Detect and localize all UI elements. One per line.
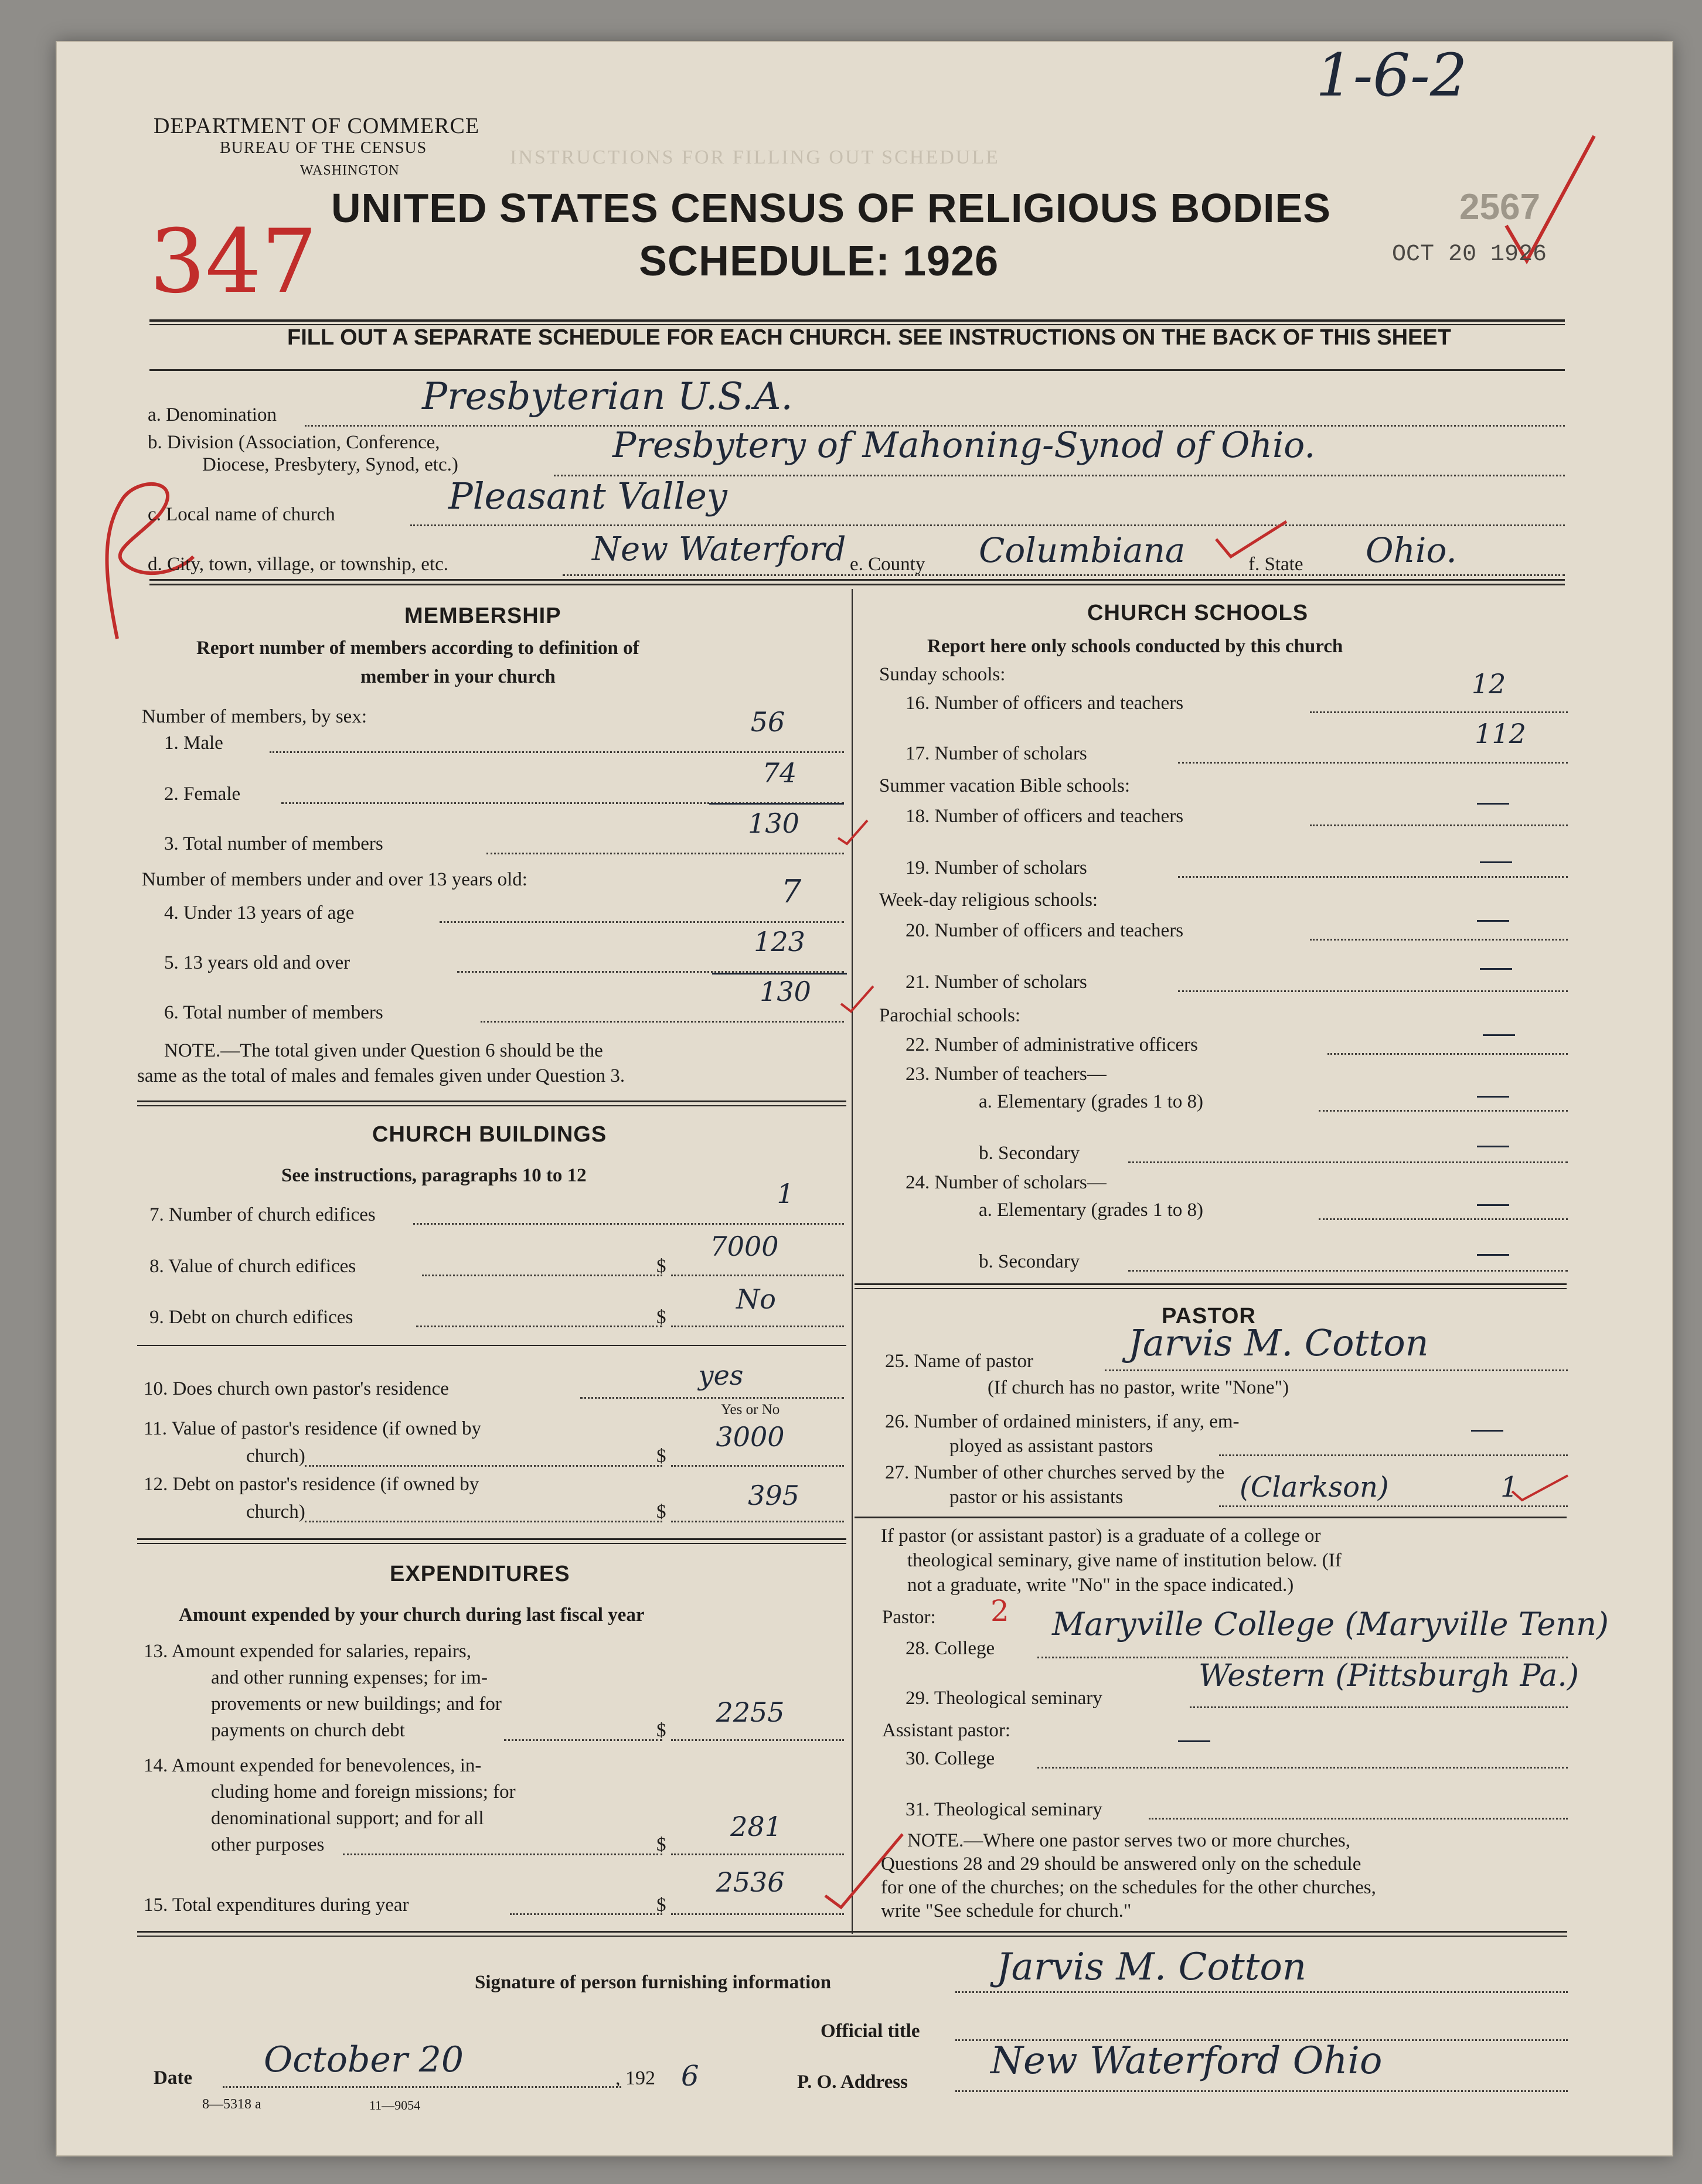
local-name-value: Pleasant Valley bbox=[448, 475, 727, 517]
q13-line: provements or new buildings; and for bbox=[211, 1694, 502, 1715]
signature-label: Signature of person furnishing information bbox=[475, 1972, 832, 1993]
q1-value: 56 bbox=[750, 706, 785, 738]
q8-dollar: $ bbox=[656, 1256, 666, 1277]
q27-value: 1 bbox=[1500, 1471, 1519, 1504]
q23a-label: a. Elementary (grades 1 to 8) bbox=[979, 1091, 1204, 1112]
q19-label: 19. Number of scholars bbox=[906, 857, 1087, 878]
year-digit: 6 bbox=[681, 2060, 699, 2093]
red-checkmark-icon bbox=[835, 815, 870, 850]
rule bbox=[137, 1345, 846, 1346]
column-divider bbox=[852, 589, 853, 1934]
rule bbox=[149, 319, 1565, 322]
q18-label: 18. Number of officers and teachers bbox=[906, 806, 1184, 827]
membership-note-1: NOTE.—The total given under Question 6 should be the bbox=[164, 1040, 603, 1061]
dotted-leader bbox=[580, 1397, 844, 1399]
po-address-line bbox=[955, 2090, 1568, 2092]
assistant-pastor-label: Assistant pastor: bbox=[882, 1720, 1011, 1741]
q26-label-1: 26. Number of ordained ministers, if any, em- bbox=[885, 1411, 1240, 1432]
rule bbox=[137, 1936, 1567, 1937]
q18-dash bbox=[1477, 803, 1509, 805]
schedule-title: SCHEDULE: 1926 bbox=[639, 238, 999, 285]
q12-value: 395 bbox=[748, 1480, 799, 1511]
red-checkmark-icon bbox=[1509, 1471, 1574, 1506]
q17-label: 17. Number of scholars bbox=[906, 743, 1087, 764]
q15-label: 15. Total expenditures during year bbox=[144, 1895, 409, 1916]
dotted-leader bbox=[671, 1275, 844, 1276]
dotted-leader bbox=[1319, 1110, 1568, 1112]
dotted-leader bbox=[1310, 711, 1568, 713]
pastor-note-4: write "See schedule for church." bbox=[881, 1900, 1132, 1921]
q16-value: 12 bbox=[1471, 668, 1506, 700]
sum-line bbox=[709, 803, 844, 805]
rule bbox=[137, 1931, 1567, 1933]
q14-line: denominational support; and for all bbox=[211, 1808, 484, 1829]
q15-value: 2536 bbox=[716, 1866, 785, 1898]
q25-label: 25. Name of pastor bbox=[885, 1351, 1033, 1372]
graduate-note-3: not a graduate, write "No" in the space indicated.) bbox=[907, 1575, 1294, 1596]
graduate-note-1: If pastor (or assistant pastor) is a graduate of a college or bbox=[881, 1525, 1321, 1546]
membership-sub-2: member in your church bbox=[360, 666, 556, 687]
q27-label-1: 27. Number of other churches served by the bbox=[885, 1462, 1225, 1483]
q24a-dash bbox=[1477, 1204, 1509, 1206]
buildings-sub: See instructions, paragraphs 10 to 12 bbox=[281, 1165, 587, 1186]
date-label: Date bbox=[154, 2067, 192, 2088]
q8-value: 7000 bbox=[710, 1231, 779, 1262]
dotted-leader bbox=[671, 1853, 844, 1855]
under-over-label: Number of members under and over 13 years old: bbox=[142, 869, 527, 890]
sum-line bbox=[712, 973, 847, 975]
denomination-value: Presbyterian U.S.A. bbox=[422, 375, 793, 418]
official-title-label: Official title bbox=[821, 2021, 920, 2042]
q25-value: Jarvis M. Cotton bbox=[1128, 1321, 1429, 1364]
bureau-city: WASHINGTON bbox=[300, 163, 400, 178]
city-label: d. City, town, village, or township, etc. bbox=[148, 554, 448, 575]
dotted-leader bbox=[305, 1521, 662, 1522]
bureau-name: BUREAU OF THE CENSUS bbox=[220, 139, 427, 157]
rule bbox=[855, 1283, 1567, 1285]
q22-label: 22. Number of administrative officers bbox=[906, 1034, 1198, 1055]
dotted-leader bbox=[1310, 939, 1568, 941]
stamp-number: 2567 bbox=[1459, 187, 1540, 227]
received-date-stamp: OCT 20 1926 bbox=[1392, 241, 1547, 268]
q24b-label: b. Secondary bbox=[979, 1251, 1080, 1272]
dotted-leader bbox=[504, 1739, 662, 1741]
q14-line: 14. Amount expended for benevolences, in- bbox=[144, 1755, 482, 1776]
red-checkmark-icon bbox=[838, 977, 879, 1018]
state-value: Ohio. bbox=[1366, 530, 1457, 570]
q26-label-2: ployed as assistant pastors bbox=[949, 1436, 1153, 1457]
expenditures-sub: Amount expended by your church during last fiscal year bbox=[179, 1604, 645, 1626]
rule bbox=[137, 1543, 846, 1544]
church-schools-sub: Report here only schools conducted by this church bbox=[927, 636, 1343, 657]
q13-line: 13. Amount expended for salaries, repairs, bbox=[144, 1641, 472, 1662]
red-file-number: 347 bbox=[149, 211, 318, 313]
dotted-leader bbox=[1178, 762, 1568, 764]
q24b-dash bbox=[1477, 1254, 1509, 1256]
dotted-leader bbox=[1149, 1818, 1568, 1820]
rule bbox=[855, 1288, 1567, 1289]
graduate-note-2: theological seminary, give name of institution below. (If bbox=[907, 1550, 1342, 1571]
q3-value: 130 bbox=[748, 807, 799, 839]
po-address-value: New Waterford Ohio bbox=[990, 2039, 1383, 2083]
q7-label: 7. Number of church edifices bbox=[149, 1204, 376, 1225]
city-value: New Waterford bbox=[592, 530, 846, 568]
year-prefix: , 192 bbox=[615, 2067, 655, 2089]
q14-line: other purposes bbox=[211, 1834, 325, 1855]
dotted-leader bbox=[1037, 1767, 1568, 1769]
q14-dollar: $ bbox=[656, 1834, 666, 1855]
red-annotation: 2 bbox=[990, 1594, 1009, 1628]
pastor-note-3: for one of the churches; on the schedules for the other churches, bbox=[881, 1877, 1376, 1898]
dotted-leader bbox=[1327, 1053, 1568, 1055]
q14-value: 281 bbox=[730, 1811, 782, 1842]
dotted-leader bbox=[671, 1465, 844, 1467]
instruction-banner: FILL OUT A SEPARATE SCHEDULE FOR EACH CHURCH. SEE INSTRUCTIONS ON THE BACK OF THIS SHEET bbox=[287, 325, 1451, 350]
dotted-leader bbox=[1128, 1161, 1568, 1163]
q13-line: payments on church debt bbox=[211, 1720, 405, 1741]
q14-line: cluding home and foreign missions; for bbox=[211, 1781, 516, 1803]
membership-sub-1: Report number of members according to definition of bbox=[196, 638, 639, 659]
q10-value: yes bbox=[698, 1360, 744, 1391]
q10-label: 10. Does church own pastor's residence bbox=[144, 1378, 449, 1399]
membership-note-2: same as the total of males and females given under Question 3. bbox=[137, 1065, 625, 1086]
dotted-leader bbox=[1310, 824, 1568, 826]
q31-label: 31. Theological seminary bbox=[906, 1799, 1102, 1820]
q12-dollar: $ bbox=[656, 1501, 666, 1522]
q21-dash bbox=[1480, 968, 1512, 970]
q20-dash bbox=[1477, 920, 1509, 922]
po-address-label: P. O. Address bbox=[797, 2071, 908, 2093]
signature-line bbox=[955, 1991, 1568, 1993]
q4-value: 7 bbox=[781, 873, 802, 910]
q27-church-name: (Clarkson) bbox=[1240, 1471, 1389, 1504]
q28-label: 28. College bbox=[906, 1638, 995, 1659]
division-label-1: b. Division (Association, Conference, bbox=[148, 432, 440, 453]
q11-label-2: church) bbox=[246, 1446, 305, 1467]
q4-label: 4. Under 13 years of age bbox=[164, 902, 355, 924]
q23a-dash bbox=[1477, 1096, 1509, 1098]
q11-dollar: $ bbox=[656, 1446, 666, 1467]
dotted-leader bbox=[270, 751, 844, 753]
dotted-leader bbox=[1178, 990, 1568, 992]
pastor-note-1: NOTE.—Where one pastor serves two or more churches, bbox=[907, 1830, 1350, 1851]
rule bbox=[855, 1517, 1567, 1518]
pastor-heading: PASTOR bbox=[1162, 1304, 1256, 1328]
q21-label: 21. Number of scholars bbox=[906, 972, 1087, 993]
q6-label: 6. Total number of members bbox=[164, 1002, 383, 1023]
q7-value: 1 bbox=[777, 1178, 794, 1209]
division-value: Presbytery of Mahoning-Synod of Ohio. bbox=[612, 425, 1316, 466]
dotted-leader bbox=[671, 1739, 844, 1741]
q5-value: 123 bbox=[754, 926, 805, 958]
county-label: e. County bbox=[850, 554, 925, 575]
date-line bbox=[223, 2086, 621, 2088]
dotted-leader bbox=[481, 1021, 844, 1023]
dotted-leader bbox=[510, 1913, 662, 1915]
dotted-leader bbox=[440, 921, 844, 923]
dotted-leader bbox=[1178, 876, 1568, 878]
q15-dollar: $ bbox=[656, 1895, 666, 1916]
rule bbox=[149, 369, 1565, 371]
q2-value: 74 bbox=[762, 757, 797, 789]
q30-label: 30. College bbox=[906, 1748, 995, 1769]
q20-label: 20. Number of officers and teachers bbox=[906, 920, 1184, 941]
buildings-heading: CHURCH BUILDINGS bbox=[372, 1122, 607, 1147]
yes-no-hint: Yes or No bbox=[721, 1402, 780, 1418]
q6-value: 130 bbox=[760, 976, 811, 1007]
membership-heading: MEMBERSHIP bbox=[404, 604, 561, 628]
form-number: 8—5318 a bbox=[202, 2097, 261, 2112]
local-name-line bbox=[410, 524, 1565, 526]
rule bbox=[137, 1100, 846, 1102]
q26-dash bbox=[1471, 1430, 1503, 1432]
dotted-leader bbox=[413, 1223, 844, 1225]
q19-dash bbox=[1480, 861, 1512, 863]
q12-label-2: church) bbox=[246, 1501, 305, 1522]
dotted-leader bbox=[1219, 1454, 1568, 1456]
q3-label: 3. Total number of members bbox=[164, 833, 383, 854]
dotted-leader bbox=[1128, 1270, 1568, 1272]
dotted-leader bbox=[305, 1465, 662, 1467]
by-sex-label: Number of members, by sex: bbox=[142, 706, 367, 727]
dotted-leader bbox=[486, 853, 844, 854]
q23b-label: b. Secondary bbox=[979, 1143, 1080, 1164]
county-value: Columbiana bbox=[979, 530, 1186, 570]
q23b-dash bbox=[1477, 1146, 1509, 1147]
q9-dollar: $ bbox=[656, 1307, 666, 1328]
weekday-schools-label: Week-day religious schools: bbox=[879, 890, 1098, 911]
q25-note: (If church has no pastor, write "None") bbox=[988, 1377, 1289, 1398]
dotted-leader bbox=[416, 1326, 662, 1327]
q29-value: Western (Pittsburgh Pa.) bbox=[1199, 1658, 1580, 1694]
q17-value: 112 bbox=[1475, 718, 1526, 749]
date-value: October 20 bbox=[264, 2039, 464, 2080]
q9-value: No bbox=[736, 1283, 776, 1315]
ghost-instructions-title: INSTRUCTIONS FOR FILLING OUT SCHEDULE bbox=[510, 146, 1000, 168]
q30-dash bbox=[1178, 1740, 1210, 1742]
q13-dollar: $ bbox=[656, 1720, 666, 1741]
q28-value: Maryville College (Maryville Tenn) bbox=[1052, 1606, 1609, 1643]
q16-label: 16. Number of officers and teachers bbox=[906, 693, 1184, 714]
dotted-leader bbox=[671, 1913, 844, 1915]
rule bbox=[149, 584, 1565, 585]
state-label: f. State bbox=[1248, 554, 1303, 575]
dotted-leader bbox=[671, 1326, 844, 1327]
form-title: UNITED STATES CENSUS OF RELIGIOUS BODIES bbox=[331, 185, 1331, 231]
corner-handwritten-code: 1-6-2 bbox=[1316, 41, 1468, 110]
q24a-label: a. Elementary (grades 1 to 8) bbox=[979, 1200, 1204, 1221]
dotted-leader bbox=[1319, 1218, 1568, 1220]
q12-label-1: 12. Debt on pastor's residence (if owned by bbox=[144, 1474, 479, 1495]
division-label-2: Diocese, Presbytery, Synod, etc.) bbox=[202, 454, 458, 475]
rule bbox=[137, 1538, 846, 1540]
q11-value: 3000 bbox=[716, 1421, 785, 1453]
q27-label-2: pastor or his assistants bbox=[949, 1487, 1124, 1508]
q5-label: 5. 13 years old and over bbox=[164, 952, 350, 973]
dotted-leader bbox=[1190, 1706, 1568, 1708]
print-number: 11—9054 bbox=[369, 2098, 421, 2113]
sunday-schools-label: Sunday schools: bbox=[879, 664, 1006, 685]
dotted-leader bbox=[343, 1853, 662, 1855]
signature-value: Jarvis M. Cotton bbox=[996, 1946, 1307, 1989]
q2-label: 2. Female bbox=[164, 783, 241, 805]
q13-line: and other running expenses; for im- bbox=[211, 1667, 488, 1688]
dotted-leader bbox=[1105, 1369, 1568, 1371]
q22-dash bbox=[1483, 1034, 1515, 1036]
pastor-grad-label: Pastor: bbox=[882, 1607, 936, 1628]
q13-value: 2255 bbox=[716, 1696, 785, 1728]
q29-label: 29. Theological seminary bbox=[906, 1688, 1102, 1709]
church-schools-heading: CHURCH SCHOOLS bbox=[1087, 601, 1309, 625]
pastor-note-2: Questions 28 and 29 should be answered only on the schedule bbox=[881, 1853, 1361, 1875]
local-name-label: c. Local name of church bbox=[148, 504, 335, 525]
q8-label: 8. Value of church edifices bbox=[149, 1256, 356, 1277]
q9-label: 9. Debt on church edifices bbox=[149, 1307, 353, 1328]
q23-label: 23. Number of teachers— bbox=[906, 1064, 1107, 1085]
city-county-state-line bbox=[563, 574, 1565, 576]
dotted-leader bbox=[422, 1275, 662, 1276]
q11-label-1: 11. Value of pastor's residence (if owned by bbox=[144, 1418, 481, 1439]
expenditures-heading: EXPENDITURES bbox=[390, 1562, 570, 1586]
denomination-label: a. Denomination bbox=[148, 404, 277, 425]
q1-label: 1. Male bbox=[164, 732, 223, 754]
summer-schools-label: Summer vacation Bible schools: bbox=[879, 775, 1131, 796]
rule bbox=[149, 579, 1565, 581]
department-name: DEPARTMENT OF COMMERCE bbox=[154, 114, 480, 138]
parochial-schools-label: Parochial schools: bbox=[879, 1005, 1021, 1026]
dotted-leader bbox=[671, 1521, 844, 1522]
q24-label: 24. Number of scholars— bbox=[906, 1172, 1107, 1193]
rule bbox=[137, 1105, 846, 1106]
